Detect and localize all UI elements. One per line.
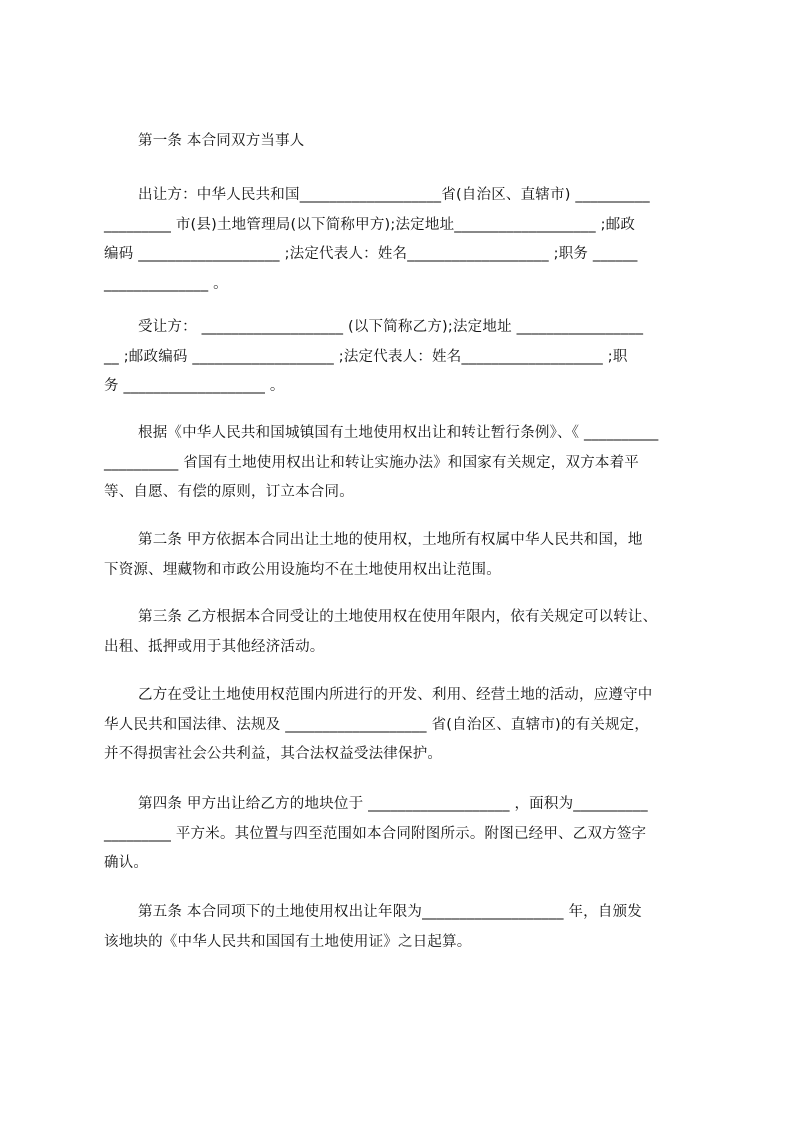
transferor-line-2: _________ 市(县)土地管理局(以下简称甲方);法定地址___________________ ;邮政: [104, 216, 636, 233]
article-4-line-3: 确认。: [104, 855, 149, 871]
transferee-line-3: 务 ___________________ 。: [104, 378, 285, 394]
basis-line-1: 根据《中华人民共和国城镇国有土地使用权出让和转让暂行条例》、《 __________: [138, 425, 659, 441]
article-3-line-2: 出租、抵押或用于其他经济活动。: [104, 638, 325, 655]
transferee-line-2: __ ;邮政编码 ___________________ ;法定代表人：姓名___________________ ;职: [104, 348, 628, 365]
article-3-line-1: 第三条 乙方根据本合同受让的土地使用权在使用年限内，依有关规定可以转让、: [138, 609, 658, 625]
article-4-line-2: _________ 平方米。其位置与四至范围如本合同附图所示。附图已经甲、乙双方签字: [104, 825, 647, 842]
transferor-line-1: 出让方：中华人民共和国___________________省(自治区、直辖市) __________: [138, 187, 650, 203]
article-4-line-1: 第四条 甲方出让给乙方的地块位于 ___________________ ，面积为__________: [138, 796, 648, 812]
transferor-line-4: ______________ 。: [104, 275, 228, 292]
article-3b-line-3: 并不得损害社会公共利益，其合法权益受法律保护。: [104, 746, 443, 762]
article-1-heading: [104, 127, 704, 157]
transferor-paragraph: [104, 181, 704, 299]
basis-line-3: 等、自愿、有偿的原则，订立本合同。: [104, 484, 354, 500]
article-5-line-1: 第五条 本合同项下的土地使用权出让年限为___________________ 年，自颁发: [138, 904, 642, 920]
article-2-line-1: 第二条 甲方依据本合同出让土地的使用权，土地所有权属中华人民共和国，地: [138, 532, 643, 548]
article-2-line-2: 下资源、埋藏物和市政公用设施均不在土地使用权出让范围。: [104, 561, 501, 578]
article-1-heading-text: 第一条 本合同双方当事人: [138, 133, 305, 149]
article-5-paragraph: [104, 898, 704, 957]
article-5-line-2: 该地块的《中华人民共和国国有土地使用证》之日起算。: [104, 933, 472, 950]
article-4-paragraph: [104, 790, 704, 879]
transferor-line-3: 编码 ___________________ ;法定代表人：姓名___________________ ;职务 ______: [104, 246, 638, 262]
article-2-paragraph: [104, 526, 704, 585]
transferee-line-1: 受让方： ___________________ (以下简称乙方);法定地址 _________________: [138, 319, 644, 335]
basis-paragraph: [104, 419, 704, 508]
transferee-paragraph: [104, 313, 704, 402]
basis-line-2: __________ 省国有土地使用权出让和转让实施办法》和国家有关规定，双方本着平: [104, 454, 640, 471]
article-3-paragraph: [104, 603, 704, 662]
article-3-continuation-paragraph: [104, 681, 704, 770]
article-3b-line-2: 华人民共和国法律、法规及 ___________________ 省(自治区、直辖市)的有关规定，: [104, 716, 650, 733]
article-3b-line-1: 乙方在受让土地使用权范围内所进行的开发、利用、经营土地的活动，应遵守中: [138, 687, 653, 703]
